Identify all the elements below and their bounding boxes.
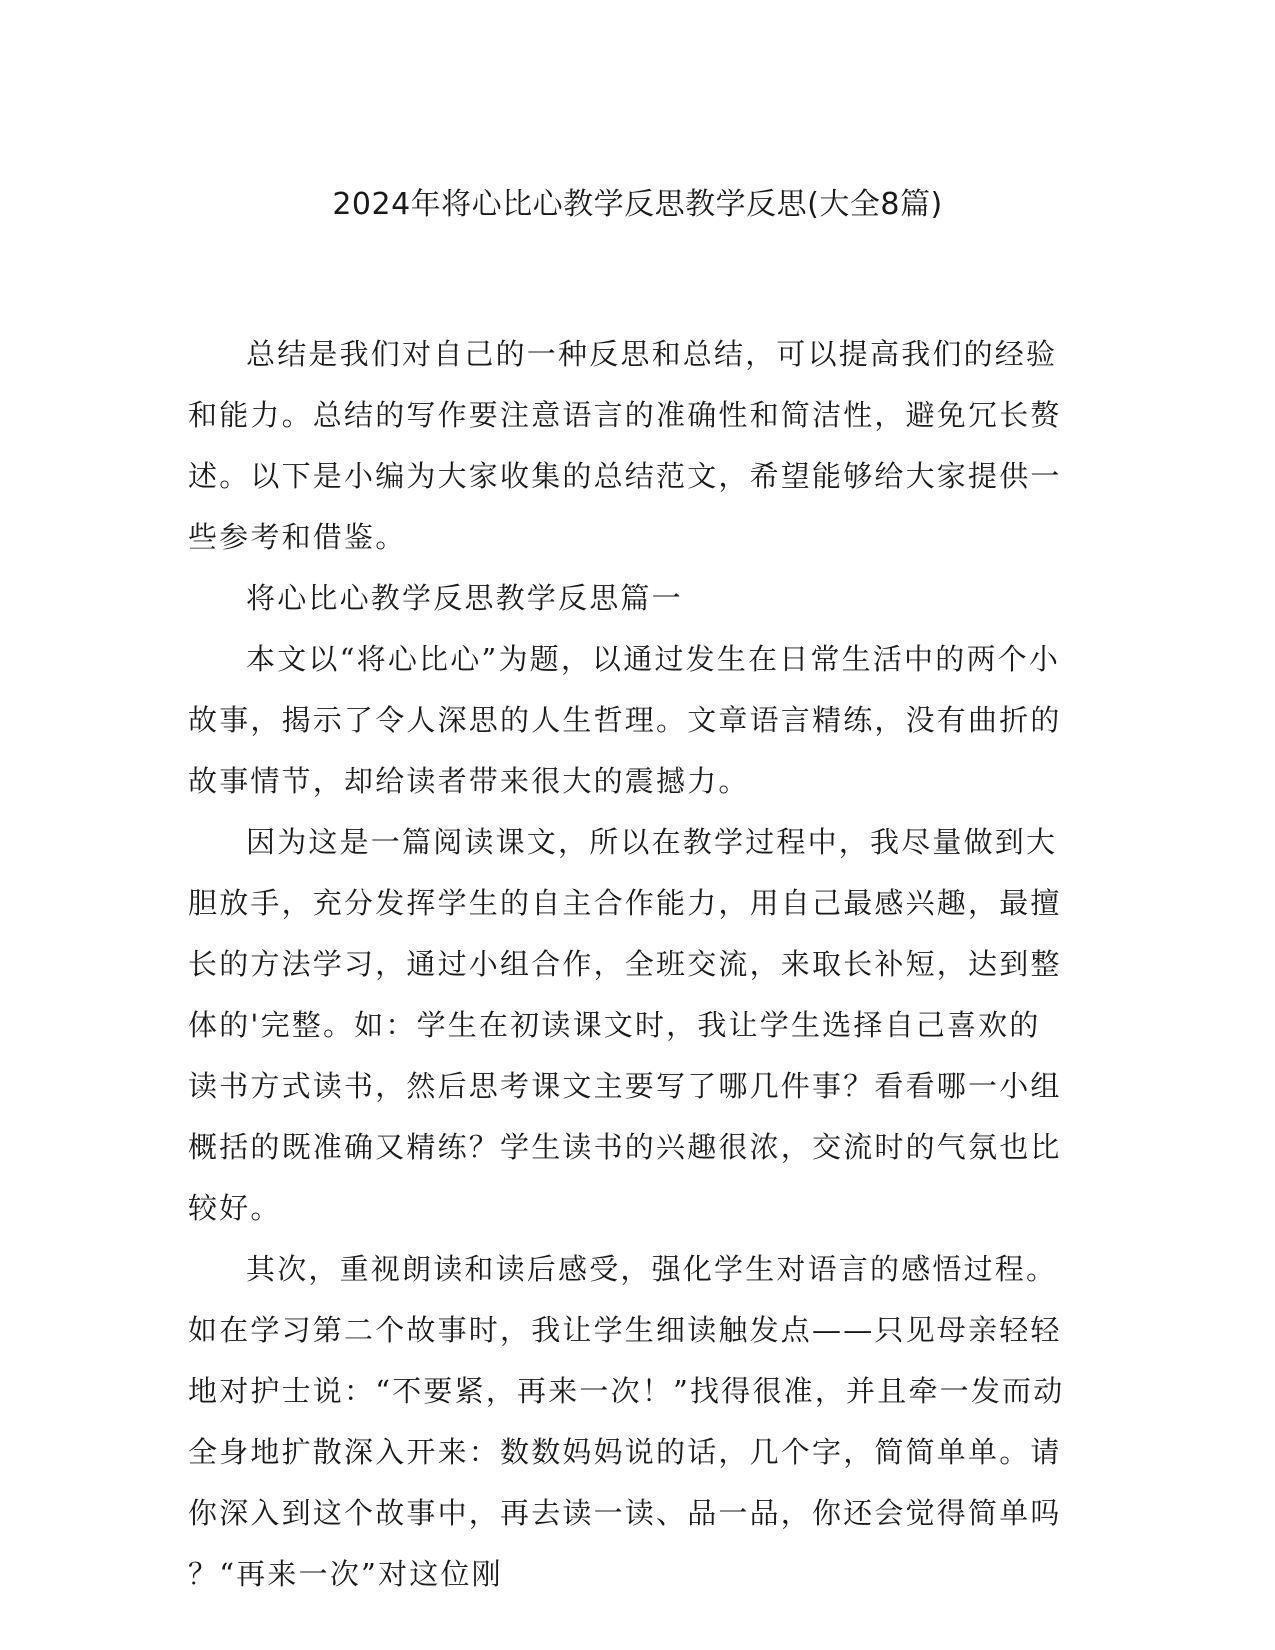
intro-paragraph: 总结是我们对自己的一种反思和总结，可以提高我们的经验和能力。总结的写作要注意语言的准确性和简洁性，避免冗长赘述。以下是小编为大家收集的总结范文，希望能够给大家提供一些参考和借鉴。	[188, 337, 1062, 554]
body-paragraph: 本文以“将心比心”为题，以通过发生在日常生活中的两个小故事，揭示了令人深思的人生哲理。文章语言精练，没有曲折的故事情节，却给读者带来很大的震撼力。	[188, 642, 1062, 798]
body-paragraph: 因为这是一篇阅读课文，所以在教学过程中，我尽量做到大胆放手，充分发挥学生的自主合作能力，用自己最感兴趣，最擅长的方法学习，通过小组合作，全班交流，来取长补短，达到整体的'完整。如：学生在初读课文时，我让学生选择自己喜欢的读书方式读书，然后思考课文主要写了哪几件事？看看哪一小组概括的既准确又精练？学生读书的兴趣很浓，交流时的气氛也比较好。	[188, 825, 1062, 1225]
body-paragraph: 其次，重视朗读和读后感受，强化学生对语言的感悟过程。如在学习第二个故事时，我让学生细读触发点——只见母亲轻轻地对护士说：“不要紧，再来一次！”找得很准，并且牵一发而动全身地扩散深入开来：数数妈妈说的话，几个字，简简单单。请你深入到这个故事中，再去读一读、品一品，你还会觉得简单吗？“再来一次”对这位刚	[188, 1252, 1065, 1591]
document-body	[188, 324, 1068, 1605]
section-heading: 将心比心教学反思教学反思篇一	[246, 581, 683, 615]
document-title: 2024年将心比心教学反思教学反思(大全8篇)	[332, 187, 943, 222]
